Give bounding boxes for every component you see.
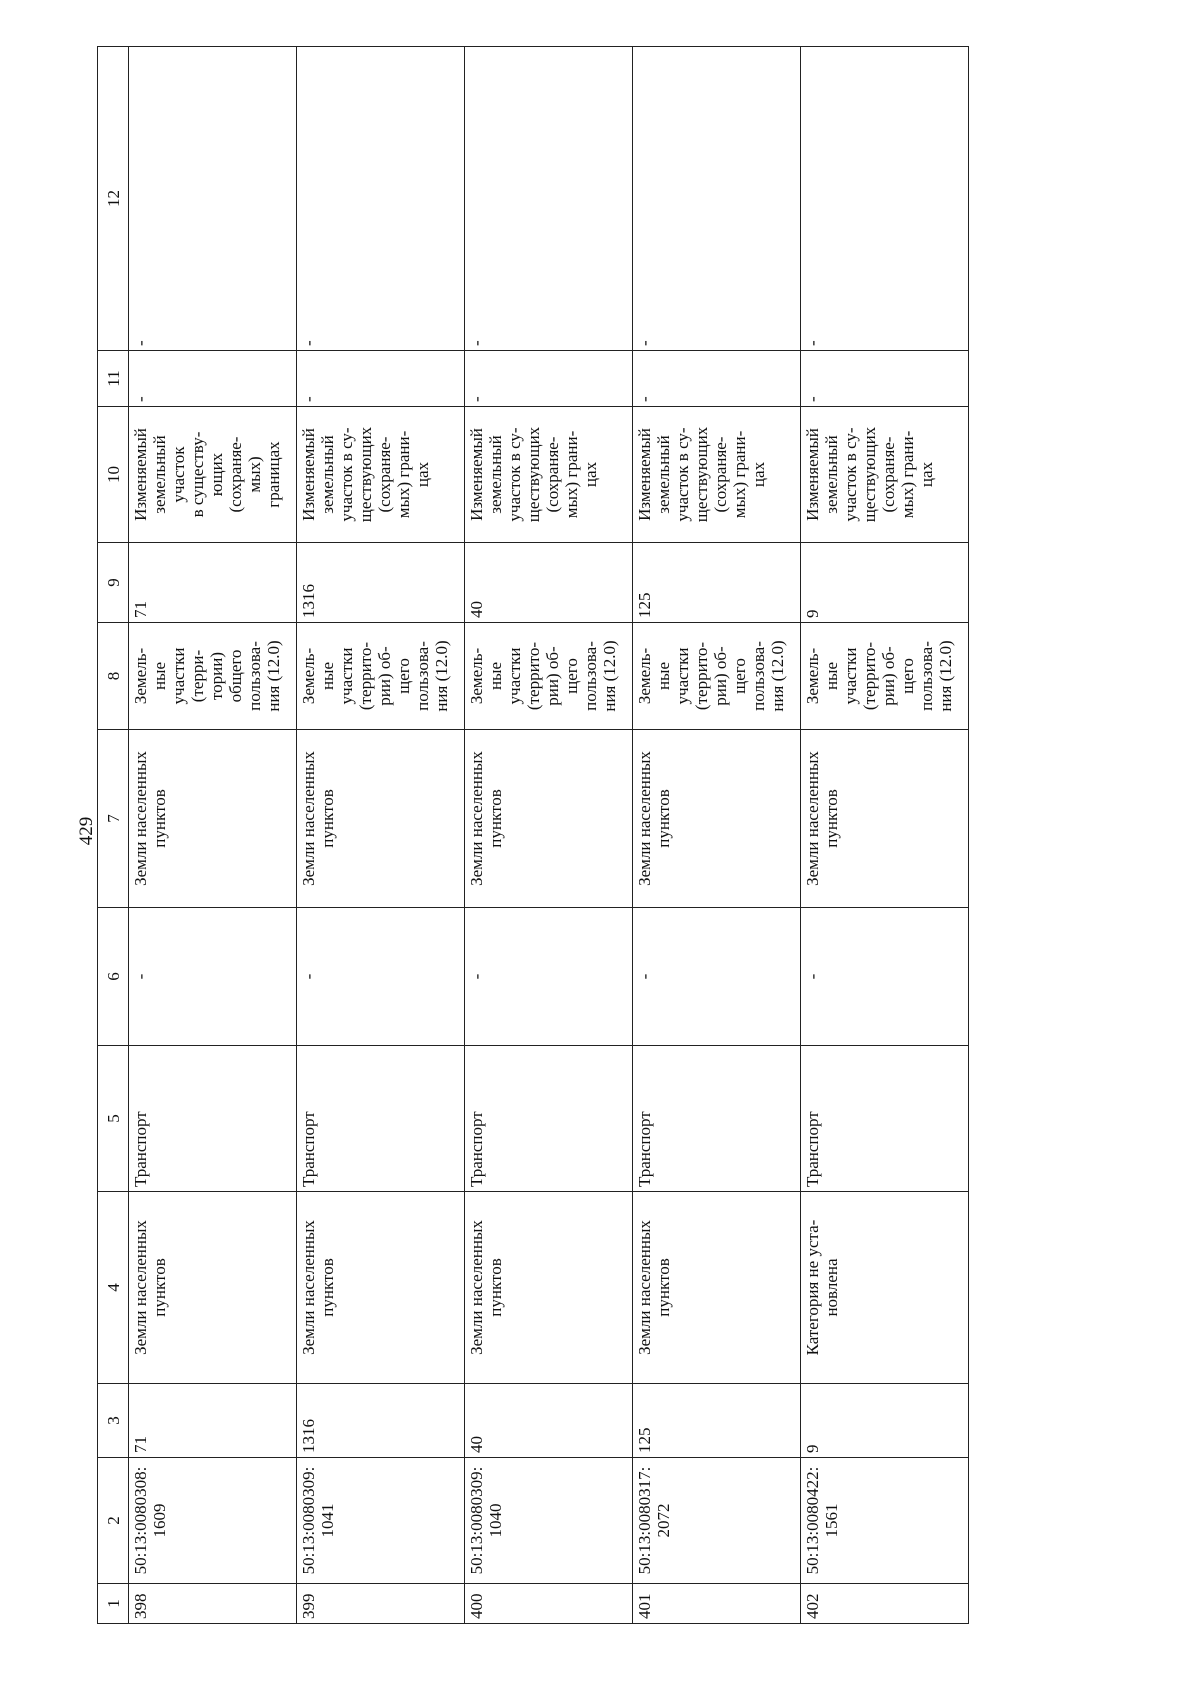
permitted-use: Транспорт [801,1046,969,1192]
new-permitted-use: Земель- ные участки (терри- тории) общего пользова- ния (12.0) [129,623,297,730]
land-category: Земли населенных пунктов [297,1192,465,1384]
column-11-value: - [801,351,969,407]
row-number: 399 [297,1584,465,1624]
column-number-12: 12 [98,47,129,351]
column-12-value: - [801,47,969,351]
table-row [465,47,633,1624]
column-6-value: - [129,908,297,1046]
new-land-category: Земли населенных пунктов [801,730,969,908]
permitted-use: Транспорт [633,1046,801,1192]
column-number-5: 5 [98,1046,129,1192]
area-value: 9 [801,1384,969,1458]
column-number-2: 2 [98,1458,129,1584]
column-12-value: - [297,47,465,351]
column-12-value: - [633,47,801,351]
table-row [633,47,801,1624]
area-value: 1316 [297,1384,465,1458]
column-12-value: - [465,47,633,351]
table-row [297,47,465,1624]
area-value: 71 [129,1384,297,1458]
column-number-10: 10 [98,407,129,543]
cadastral-number: 50:13:0080422: 1561 [801,1458,969,1584]
table-body [129,47,969,1624]
column-number-8: 8 [98,623,129,730]
land-category: Земли населенных пунктов [129,1192,297,1384]
column-6-value: - [801,908,969,1046]
cadastral-number: 50:13:0080317: 2072 [633,1458,801,1584]
new-permitted-use: Земель- ные участки (террито- рии) об- щего пользова- ния (12.0) [465,623,633,730]
row-number: 401 [633,1584,801,1624]
permitted-use: Транспорт [297,1046,465,1192]
new-permitted-use: Земель- ные участки (террито- рии) об- щего пользова- ния (12.0) [633,623,801,730]
area-value: 125 [633,1384,801,1458]
plot-status: Изменяемый земельный участок в су- ществующих (сохраняе- мых) грани- цах [801,407,969,543]
column-11-value: - [465,351,633,407]
column-11-value: - [129,351,297,407]
column-number-1: 1 [98,1584,129,1624]
row-number: 398 [129,1584,297,1624]
land-plots-table [97,46,969,1624]
plot-status: Изменяемый земельный участок в существу- ющих (сохраняе- мых) границах [129,407,297,543]
column-number-4: 4 [98,1192,129,1384]
new-area-value: 1316 [297,543,465,623]
column-12-value: - [129,47,297,351]
row-number: 402 [801,1584,969,1624]
new-land-category: Земли населенных пунктов [465,730,633,908]
new-land-category: Земли населенных пунктов [633,730,801,908]
table-row [801,47,969,1624]
new-permitted-use: Земель- ные участки (террито- рии) об- щего пользова- ния (12.0) [801,623,969,730]
row-number: 400 [465,1584,633,1624]
new-permitted-use: Земель- ные участки (террито- рии) об- щего пользова- ния (12.0) [297,623,465,730]
column-number-7: 7 [98,730,129,908]
column-6-value: - [633,908,801,1046]
column-number-11: 11 [98,351,129,407]
cadastral-number: 50:13:0080308: 1609 [129,1458,297,1584]
permitted-use: Транспорт [465,1046,633,1192]
land-category: Категория не уста- новлена [801,1192,969,1384]
page-number: 429 [76,816,97,846]
column-number-3: 3 [98,1384,129,1458]
permitted-use: Транспорт [129,1046,297,1192]
plot-status: Изменяемый земельный участок в су- ществующих (сохраняе- мых) грани- цах [633,407,801,543]
new-land-category: Земли населенных пунктов [129,730,297,908]
new-land-category: Земли населенных пунктов [297,730,465,908]
document-sheet [97,47,967,1624]
column-6-value: - [465,908,633,1046]
column-6-value: - [297,908,465,1046]
column-11-value: - [297,351,465,407]
plot-status: Изменяемый земельный участок в су- ществующих (сохраняе- мых) грани- цах [465,407,633,543]
new-area-value: 40 [465,543,633,623]
area-value: 40 [465,1384,633,1458]
plot-status: Изменяемый земельный участок в су- ществующих (сохраняе- мых) грани- цах [297,407,465,543]
new-area-value: 9 [801,543,969,623]
cadastral-number: 50:13:0080309: 1041 [297,1458,465,1584]
new-area-value: 125 [633,543,801,623]
column-number-6: 6 [98,908,129,1046]
land-category: Земли населенных пунктов [633,1192,801,1384]
cadastral-number: 50:13:0080309: 1040 [465,1458,633,1584]
new-area-value: 71 [129,543,297,623]
column-11-value: - [633,351,801,407]
land-category: Земли населенных пунктов [465,1192,633,1384]
table-row [129,47,297,1624]
column-number-9: 9 [98,543,129,623]
column-number-row [98,47,129,1624]
